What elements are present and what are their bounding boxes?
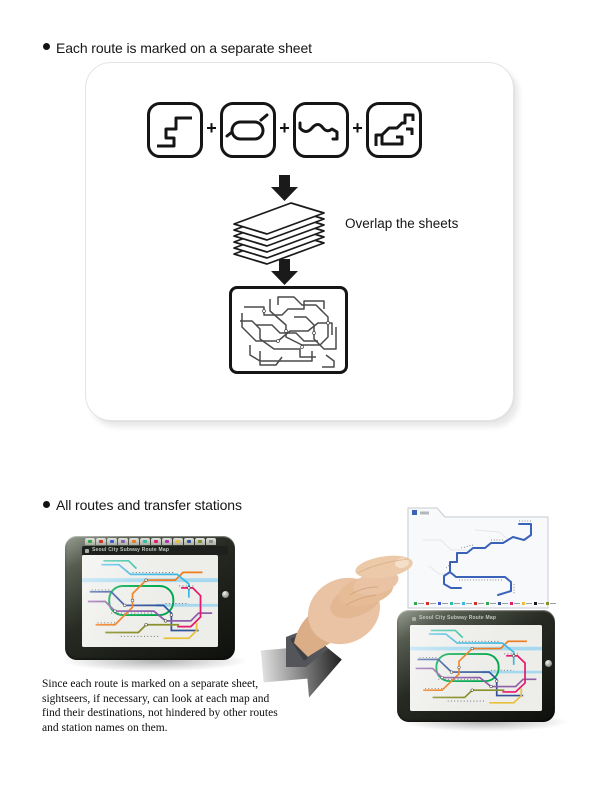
color-marker [165,540,169,543]
device-title-bar [409,614,553,624]
overlap-label: Overlap the sheets [345,216,459,231]
route-icon-zigzag [147,102,203,158]
down-arrow-icon [271,175,298,201]
legend-label-bar [526,603,532,605]
color-strip-item [118,538,128,545]
tablet-device-right [397,610,555,722]
color-marker [187,540,191,543]
route-icon-loop [220,102,276,158]
color-strip-item [474,602,484,605]
color-strip-item [498,602,508,605]
sheet-legend [414,601,545,606]
color-marker [99,540,103,543]
sheet-tab-label-bar [420,512,429,515]
app-icon [85,549,89,553]
color-strip-item [450,602,460,605]
section2-heading: All routes and transfer stations [56,497,242,513]
color-marker [534,602,537,605]
legend-label-bar [514,603,520,605]
color-strip-item [522,602,532,605]
sheet-tab-marker [412,510,417,515]
color-marker [132,540,136,543]
color-strip-item [206,538,216,545]
color-marker [88,540,92,543]
color-strip-item [510,602,520,605]
color-marker [474,602,477,605]
tablet-screen [82,555,218,647]
legend-label-bar [478,603,484,605]
transparent-route-sheet [407,507,549,609]
device-title: Seoul City Subway Route Map [92,547,170,553]
color-marker [121,540,125,543]
color-strip-item [546,602,556,605]
color-strip-item [151,538,161,545]
plus-sign: + [206,118,217,138]
color-marker [486,602,489,605]
color-marker [438,602,441,605]
route-icon-wave [293,102,349,158]
color-marker [522,602,525,605]
color-strip-item [438,602,448,605]
paragraph-line: and station names on them. [42,721,168,734]
legend-label-bar [550,603,556,605]
process-panel [85,62,514,421]
color-strip-item [85,538,95,545]
color-marker [498,602,501,605]
combined-map-illustration [229,286,348,374]
color-strip-item [140,538,150,545]
color-marker [143,540,147,543]
legend-label-bar [454,603,460,605]
color-strip-item [426,602,436,605]
paragraph-line: Since each route is marked on a separate sheet, [42,678,259,690]
route-icon-angular [366,102,422,158]
color-strip-item [107,538,117,545]
color-marker [198,540,202,543]
color-marker [450,602,453,605]
hand-holding-sheet [286,533,420,667]
color-marker [110,540,114,543]
bullet-icon [43,501,50,508]
legend-label-bar [502,603,508,605]
down-arrow-icon [271,259,298,285]
color-strip-item [96,538,106,545]
section1-heading: Each route is marked on a separate sheet [56,40,312,56]
color-strip-item [486,602,496,605]
color-strip-item [173,538,183,545]
bullet-icon [43,43,50,50]
tablet-screen [410,625,542,711]
color-strip-item [184,538,194,545]
color-strip-item [534,602,544,605]
sheet-tabs-strip [85,538,216,545]
device-title-bar [82,546,228,555]
color-strip-item [129,538,139,545]
description-paragraph [42,677,278,735]
legend-label-bar [466,603,472,605]
plus-sign: + [279,118,290,138]
color-strip-item [195,538,205,545]
color-marker [176,540,180,543]
legend-label-bar [538,603,544,605]
color-marker [426,602,429,605]
legend-label-bar [442,603,448,605]
legend-label-bar [490,603,496,605]
color-marker [546,602,549,605]
tablet-device-left [65,536,235,660]
color-marker [154,540,158,543]
color-strip-item [462,602,472,605]
color-strip-item [162,538,172,545]
color-marker [209,540,213,543]
device-title: Seoul City Subway Route Map [419,615,497,621]
color-marker [462,602,465,605]
paragraph-line: find their destinations, not hindered by other routes [42,707,278,720]
device-side-button [545,660,552,667]
paragraph-line: sightseers, if necessary, can look at each map and [42,692,270,705]
color-marker [510,602,513,605]
device-side-button [222,591,229,598]
plus-sign: + [352,118,363,138]
legend-label-bar [430,603,436,605]
